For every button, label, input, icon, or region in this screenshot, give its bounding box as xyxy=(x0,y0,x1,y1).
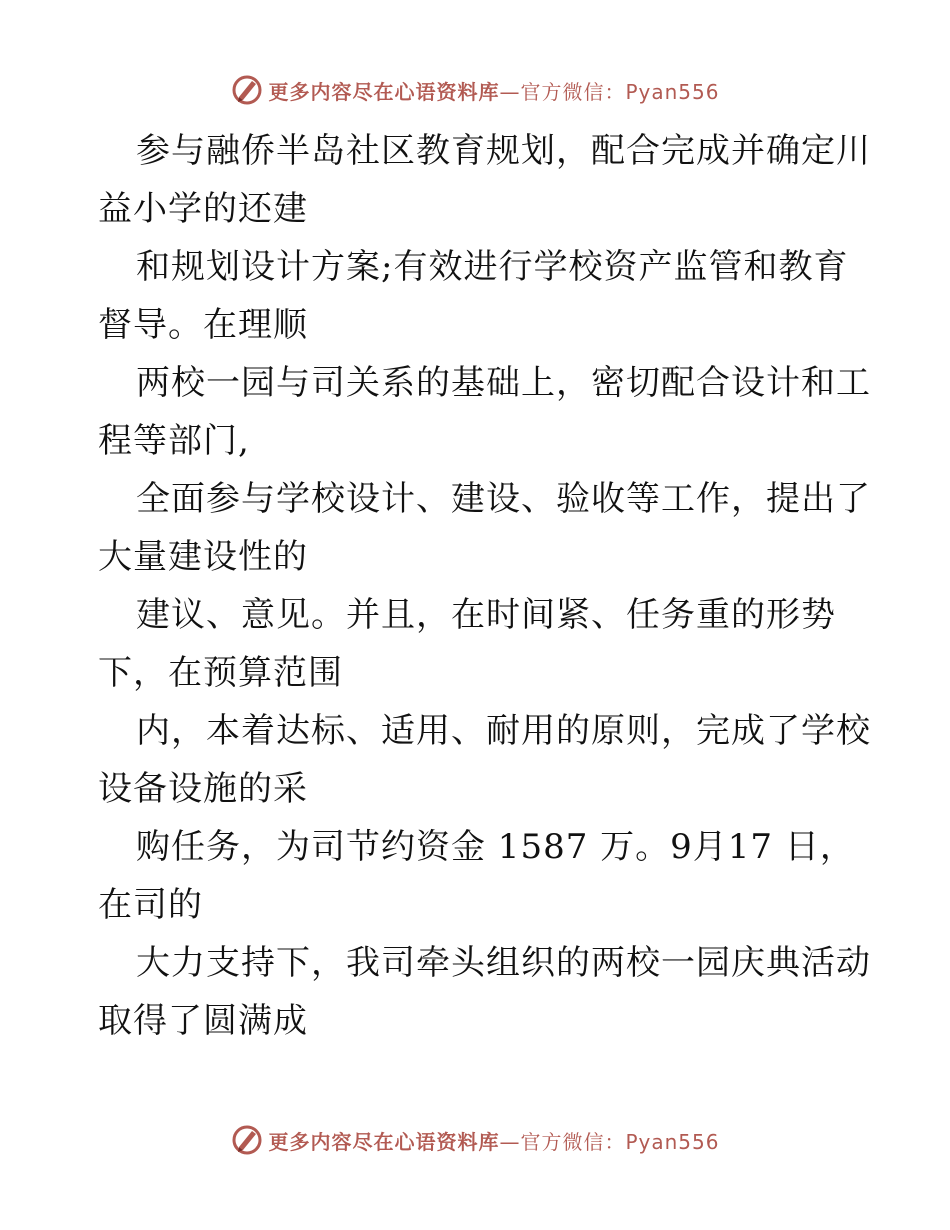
paragraph-continuation: 在司的 xyxy=(98,885,203,925)
watermark-text xyxy=(268,1126,719,1155)
paragraph-continuation: 益小学的还建 xyxy=(98,189,308,229)
pen-logo-icon xyxy=(230,1123,264,1157)
paragraph xyxy=(98,934,871,1050)
watermark-brand: 更多内容尽在心语资料库 xyxy=(268,1129,500,1154)
paragraph xyxy=(98,470,871,586)
pen-logo-icon xyxy=(230,73,264,107)
paragraph-first-line: 购任务，为司节约资金 1587 万。9月17 日， xyxy=(136,827,855,867)
watermark-contact: —官方微信：Pyan556 xyxy=(499,79,720,104)
watermark-text xyxy=(268,76,719,105)
paragraph xyxy=(98,122,871,238)
paragraph-continuation: 下，在预算范围 xyxy=(98,653,343,693)
paragraph xyxy=(98,354,871,470)
watermark-contact: —官方微信：Pyan556 xyxy=(499,1129,720,1154)
paragraph-first-line: 两校一园与司关系的基础上，密切配合设计和工 xyxy=(136,363,871,403)
paragraph xyxy=(98,238,858,354)
header-watermark xyxy=(0,70,950,110)
paragraph-continuation: 督导。在理顺 xyxy=(98,305,308,345)
paragraph-first-line: 大力支持下，我司牵头组织的两校一园庆典活动 xyxy=(136,943,871,983)
paragraph xyxy=(98,586,858,702)
paragraph-first-line: 和规划设计方案;有效进行学校资产监管和教育 xyxy=(136,247,849,287)
paragraph xyxy=(98,818,858,934)
paragraph-continuation: 取得了圆满成 xyxy=(98,1001,308,1041)
document-body xyxy=(98,122,871,1050)
paragraph-continuation: 设备设施的采 xyxy=(98,769,308,809)
footer-watermark xyxy=(0,1120,950,1160)
paragraph-continuation: 程等部门, xyxy=(98,421,250,461)
paragraph-first-line: 参与融侨半岛社区教育规划，配合完成并确定川 xyxy=(136,131,871,171)
paragraph-first-line: 内，本着达标、适用、耐用的原则，完成了学校 xyxy=(136,711,871,751)
paragraph-first-line: 建议、意见。并且，在时间紧、任务重的形势 xyxy=(136,595,836,635)
paragraph xyxy=(98,702,871,818)
paragraph-continuation: 大量建设性的 xyxy=(98,537,308,577)
watermark-brand: 更多内容尽在心语资料库 xyxy=(268,79,500,104)
paragraph-first-line: 全面参与学校设计、建设、验收等工作，提出了 xyxy=(136,479,871,519)
